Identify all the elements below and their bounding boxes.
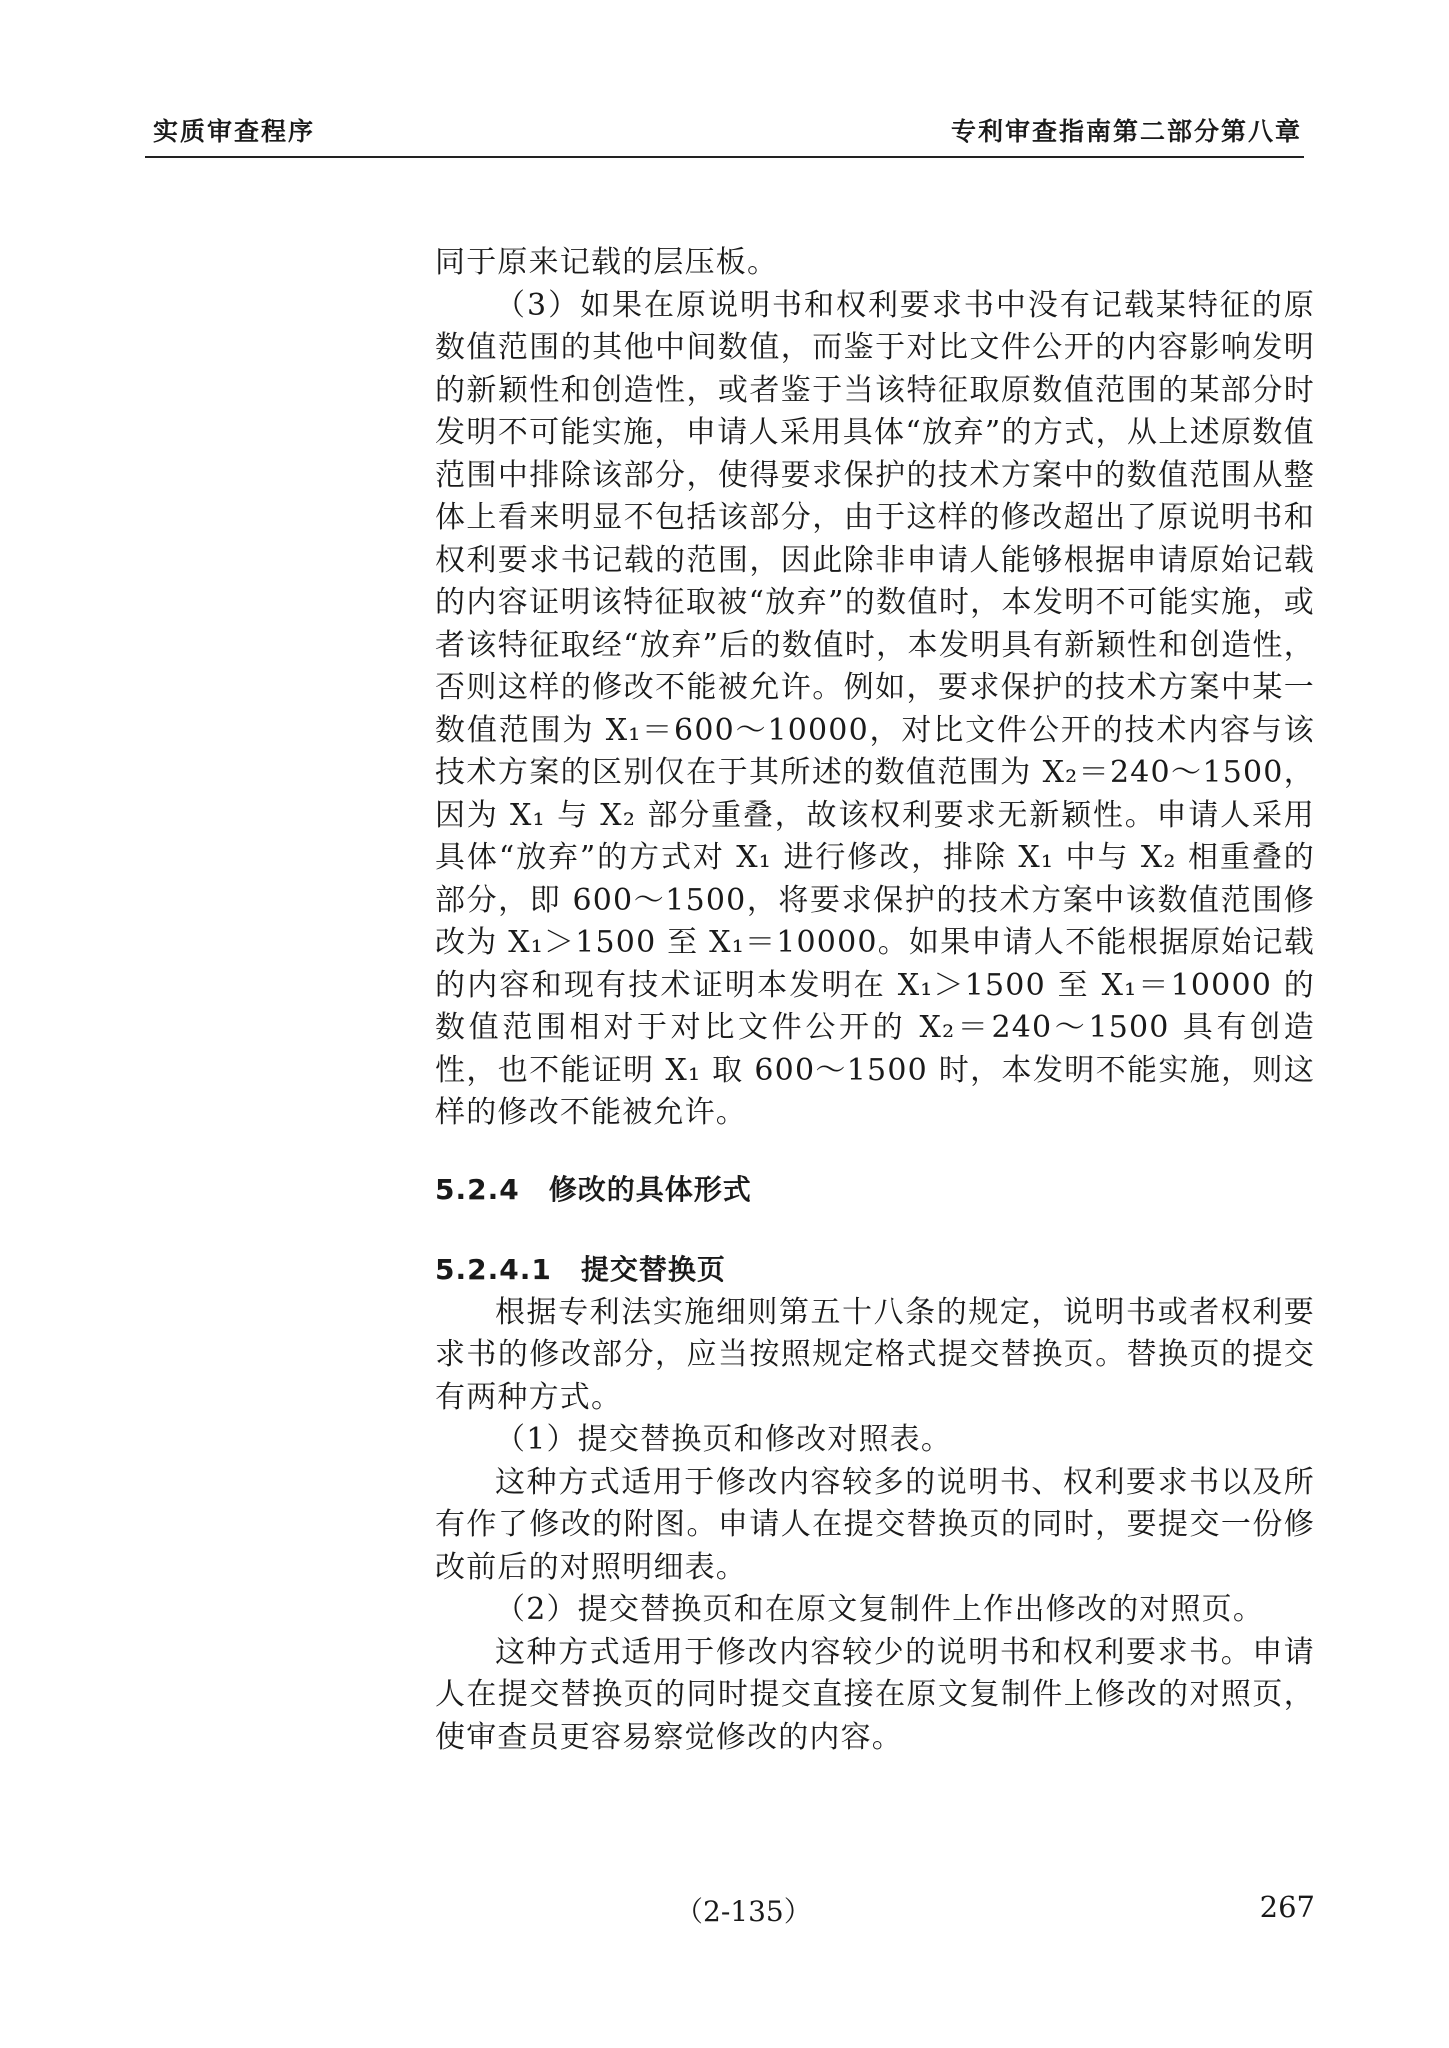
section-page-number: （2-135） [675,1895,812,1928]
running-header [145,110,1304,158]
page-body [435,242,1315,1759]
paragraph: （3）如果在原说明书和权利要求书中没有记载某特征的原数值范围的其他中间数值，而鉴于对比文件公开的内容影响发明的新颖性和创造性，或者鉴于当该特征取原数值范围的某部分时发明不可能实施，申请人采用具体“放弃”的方式，从上述原数值范围中排除该部分，使得要求保护的技术方案中的数值范围从整体上看来明显不包括该部分，由于这样的修改超出了原说明书和权利要求书记载的范围，因此除非申请人能够根据申请原始记载的内容证明该特征取被“放弃”的数值时，本发明不可能实施，或者该特征取经“放弃”后的数值时，本发明具有新颖性和创造性，否则这样的修改不能被允许。例如，要求保护的技术方案中某一数值范围为 X₁＝600～10000，对比文件公开的技术内容与该技术方案的区别仅在于其所述的数值范围为 X₂＝240～1500，因为 X₁ 与 X₂ 部分重叠，故该权利要求无新颖性。申请人采用具体“放弃”的方式对 X₁ 进行修改，排除 X₁ 中与 X₂ 相重叠的部分，即 600～1500，将要求保护的技术方案中该数值范围修改为 X₁＞1500 至 X₁＝10000。如果申请人不能根据原始记载的内容和现有技术证明本发明在 X₁＞1500 至 X₁＝10000 的数值范围相对于对比文件公开的 X₂＝240～1500 具有创造性，也不能证明 X₁ 取 600～1500 时，本发明不能实施，则这样的修改不能被允许。 [435,287,1315,1130]
list-item: （2）提交替换页和在原文复制件上作出修改的对照页。 [495,1592,1265,1627]
paragraph: 这种方式适用于修改内容较少的说明书和权利要求书。申请人在提交替换页的同时提交直接在原文复制件上修改的对照页，使审查员更容易察觉修改的内容。 [435,1634,1315,1755]
paragraph: 这种方式适用于修改内容较多的说明书、权利要求书以及所有作了修改的附图。申请人在提交替换页的同时，要提交一份修改前后的对照明细表。 [435,1464,1315,1585]
paragraph: 同于原来记载的层压板。 [435,245,779,280]
list-item: （1）提交替换页和修改对照表。 [495,1422,953,1457]
header-guide-title: 专利审查指南第二部分第八章 [950,117,1302,146]
page-footer [435,1890,1315,1930]
subsection-heading: 5.2.4.1 提交替换页 [435,1253,726,1286]
paragraph: 根据专利法实施细则第五十八条的规定，说明书或者权利要求书的修改部分，应当按照规定格式提交替换页。替换页的提交有两种方式。 [435,1294,1315,1415]
section-heading: 5.2.4 修改的具体形式 [435,1172,752,1206]
page-number: 267 [1259,1890,1315,1924]
header-chapter-title: 实质审查程序 [153,117,316,146]
